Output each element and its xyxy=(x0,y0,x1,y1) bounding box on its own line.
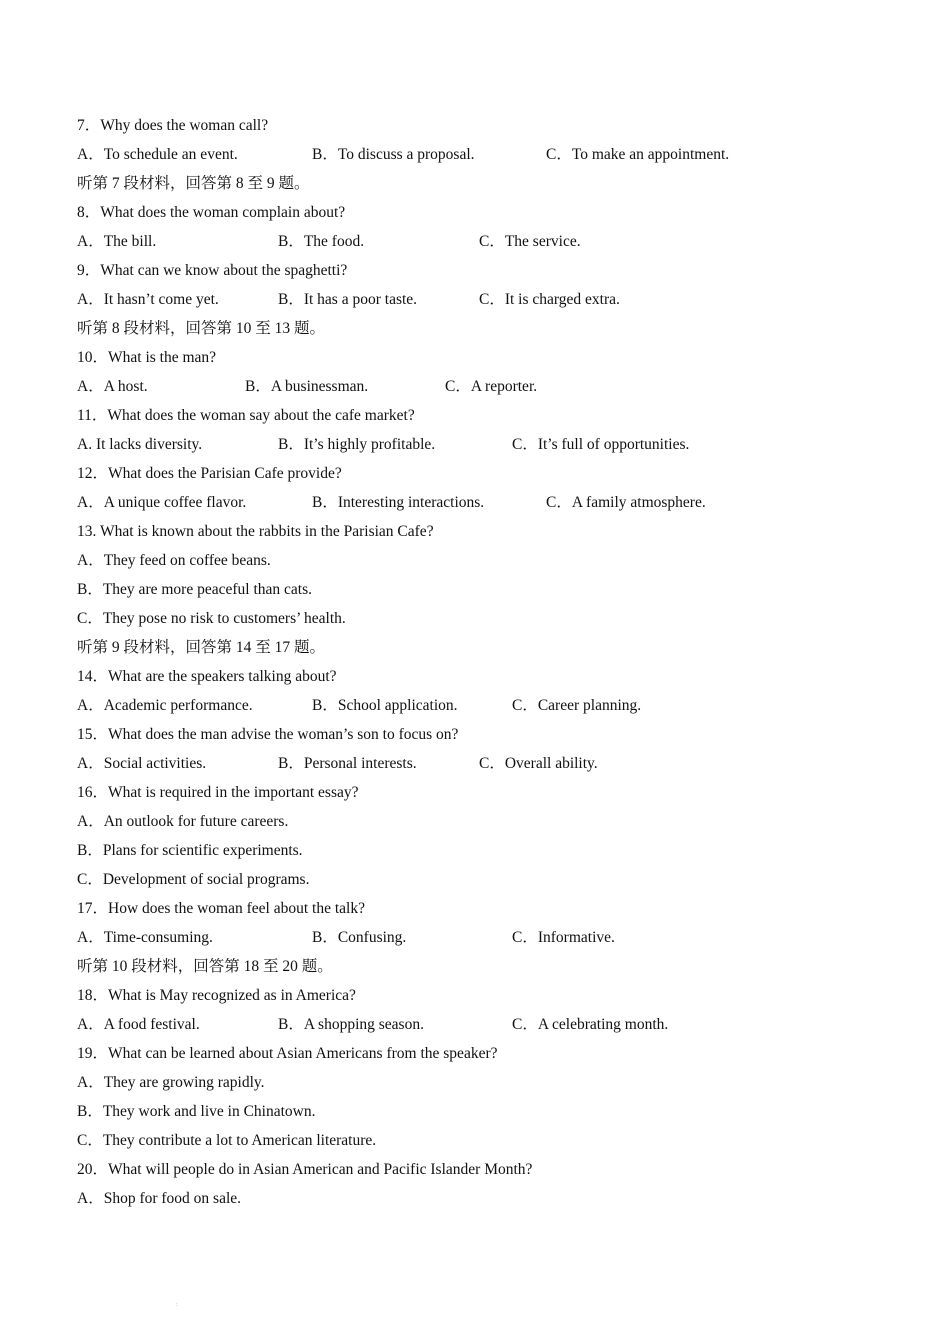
question-line: C．They pose no risk to customers’ health. xyxy=(77,610,346,627)
question-line: 19．What can be learned about Asian Americans from the speaker? xyxy=(77,1045,498,1062)
option-a: A．A host. xyxy=(77,378,148,395)
question-line: 12．What does the Parisian Cafe provide? xyxy=(77,465,342,482)
option-c: C．It is charged extra. xyxy=(479,291,620,308)
option-row xyxy=(77,140,897,169)
option-row xyxy=(77,488,897,517)
option-row xyxy=(77,749,897,778)
question-line: 8．What does the woman complain about? xyxy=(77,204,346,221)
question-line: 9．What can we know about the spaghetti? xyxy=(77,262,348,279)
question-line: 15．What does the man advise the woman’s son to focus on? xyxy=(77,726,459,743)
option-b: B．To discuss a proposal. xyxy=(312,146,475,163)
question-line: 17．How does the woman feel about the talk? xyxy=(77,900,365,917)
option-b: B．A shopping season. xyxy=(278,1016,424,1033)
question-line: 11．What does the woman say about the cafe market? xyxy=(77,407,415,424)
option-c: C．Overall ability. xyxy=(479,755,598,772)
footer-mark: : xyxy=(176,1302,178,1308)
option-a: A．Social activities. xyxy=(77,755,207,772)
question-line: A．They are growing rapidly. xyxy=(77,1074,265,1091)
option-b: B．A businessman. xyxy=(245,378,369,395)
section-heading: 听第 9 段材料，回答第 14 至 17 题。 xyxy=(77,639,326,656)
option-row xyxy=(77,285,897,314)
option-b: B．School application. xyxy=(312,697,458,714)
option-c: C．A celebrating month. xyxy=(512,1016,669,1033)
option-b: B．It has a poor taste. xyxy=(278,291,418,308)
option-row xyxy=(77,430,897,459)
option-b: B．Interesting interactions. xyxy=(312,494,485,511)
option-a: A．Academic performance. xyxy=(77,697,253,714)
option-row xyxy=(77,1010,897,1039)
option-b: B．The food. xyxy=(278,233,365,250)
option-c: C．A reporter. xyxy=(445,378,538,395)
option-row xyxy=(77,691,897,720)
option-c: C．It’s full of opportunities. xyxy=(512,436,690,453)
question-line: 13. What is known about the rabbits in the Parisian Cafe? xyxy=(77,523,434,540)
exam-page xyxy=(77,111,897,1213)
option-a: A．A food festival. xyxy=(77,1016,200,1033)
option-c: C．Career planning. xyxy=(512,697,642,714)
question-line: A．Shop for food on sale. xyxy=(77,1190,242,1207)
option-b: B．Personal interests. xyxy=(278,755,417,772)
option-a: A．Time-consuming. xyxy=(77,929,213,946)
question-line: B．They are more peaceful than cats. xyxy=(77,581,312,598)
question-line: 18．What is May recognized as in America? xyxy=(77,987,356,1004)
question-line: B．They work and live in Chinatown. xyxy=(77,1103,316,1120)
question-line: B．Plans for scientific experiments. xyxy=(77,842,303,859)
section-heading: 听第 10 段材料，回答第 18 至 20 题。 xyxy=(77,958,333,975)
option-a: A．To schedule an event. xyxy=(77,146,238,163)
question-line: 10．What is the man? xyxy=(77,349,217,366)
option-a: A．The bill. xyxy=(77,233,157,250)
option-c: C．A family atmosphere. xyxy=(546,494,706,511)
question-line: 20．What will people do in Asian American and Pacific Islander Month? xyxy=(77,1161,533,1178)
option-row xyxy=(77,923,897,952)
question-line: C．Development of social programs. xyxy=(77,871,310,888)
option-a: A. It lacks diversity. xyxy=(77,436,203,453)
option-row xyxy=(77,372,897,401)
option-row xyxy=(77,227,897,256)
question-line: A．They feed on coffee beans. xyxy=(77,552,271,569)
question-line: 7．Why does the woman call? xyxy=(77,117,269,134)
option-a: A．It hasn’t come yet. xyxy=(77,291,219,308)
question-line: C．They contribute a lot to American literature. xyxy=(77,1132,377,1149)
option-c: C．The service. xyxy=(479,233,581,250)
option-b: B．Confusing. xyxy=(312,929,407,946)
option-c: C．To make an appointment. xyxy=(546,146,730,163)
section-heading: 听第 8 段材料，回答第 10 至 13 题。 xyxy=(77,320,326,337)
question-line: 16．What is required in the important essay? xyxy=(77,784,359,801)
question-line: 14．What are the speakers talking about? xyxy=(77,668,337,685)
section-heading: 听第 7 段材料，回答第 8 至 9 题。 xyxy=(77,175,310,192)
option-c: C．Informative. xyxy=(512,929,615,946)
option-b: B．It’s highly profitable. xyxy=(278,436,436,453)
option-a: A．A unique coffee flavor. xyxy=(77,494,247,511)
question-line: A．An outlook for future careers. xyxy=(77,813,289,830)
